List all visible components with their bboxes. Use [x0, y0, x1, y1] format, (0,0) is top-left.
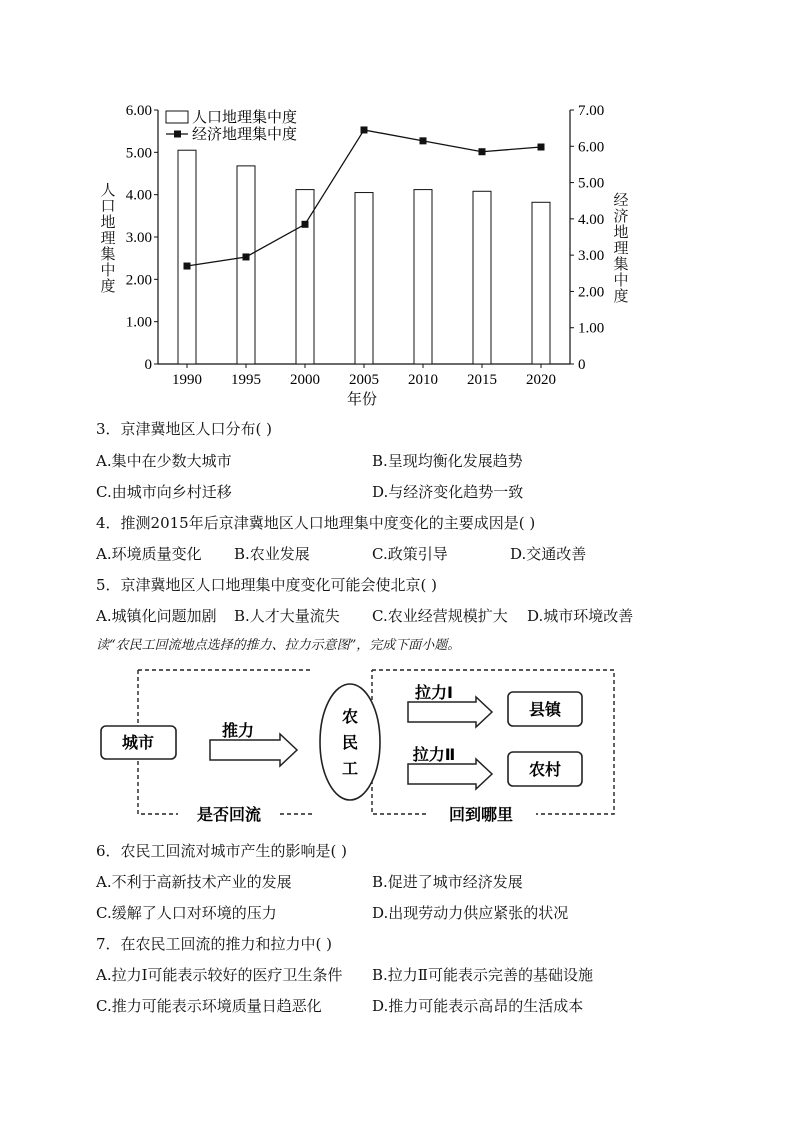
question-6-option-b[interactable]: B.促进了城市经济发展: [372, 873, 523, 891]
right-caption: 回到哪里: [448, 805, 514, 824]
question-3-option-a[interactable]: A.集中在少数大城市: [96, 452, 232, 470]
bar-2010: [414, 190, 432, 364]
legend-bar-swatch: [166, 111, 188, 123]
y-right-tick-label: 2.00: [578, 284, 605, 301]
bar-2015: [473, 191, 491, 364]
question-5-option-a[interactable]: A.城镇化问题加剧: [96, 607, 217, 625]
economic-point-2010: [420, 137, 427, 144]
economic-point-2005: [361, 126, 368, 133]
question-3-option-d[interactable]: D.与经济变化趋势一致: [372, 483, 524, 501]
bar-2005: [355, 193, 373, 364]
question-4-option-b[interactable]: B.农业发展: [234, 545, 310, 563]
bar-2020: [532, 202, 550, 364]
economic-point-2020: [538, 144, 545, 151]
x-tick-label-2020: 2020: [526, 372, 556, 388]
y-left-tick-label: 5.00: [125, 145, 152, 162]
economic-point-2000: [302, 221, 309, 228]
question-5-option-d[interactable]: D.城市环境改善: [527, 607, 634, 625]
village-label: 农村: [528, 760, 562, 779]
question-4-option-a[interactable]: A.环境质量变化: [96, 545, 202, 563]
bar-1990: [178, 150, 196, 364]
x-tick-label-2015: 2015: [467, 372, 497, 388]
y-left-tick-label: 2.00: [125, 272, 152, 289]
x-tick-label-2005: 2005: [349, 372, 379, 388]
question-5-option-b[interactable]: B.人才大量流失: [234, 607, 340, 625]
question-6-option-d[interactable]: D.出现劳动力供应紧张的状况: [372, 904, 569, 922]
question-7-option-a[interactable]: A.拉力Ⅰ可能表示较好的医疗卫生条件: [96, 966, 343, 984]
question-7-option-c[interactable]: C.推力可能表示环境质量日趋恶化: [96, 997, 322, 1015]
pull2-arrow: [408, 759, 492, 789]
y-left-tick-label: 1.00: [125, 314, 152, 331]
concentration-chart: [90, 96, 650, 410]
chart-svg: [90, 96, 650, 406]
question-3-option-b[interactable]: B.呈现均衡化发展趋势: [372, 452, 523, 470]
push-label: 推力: [221, 721, 255, 740]
question-5-stem: 5．京津冀地区人口地理集中度变化可能会使北京( ): [96, 576, 438, 594]
y-axis-left-label: 人 口 地 理 集 中 度: [100, 181, 116, 295]
y-right-tick-label: 1.00: [578, 320, 605, 337]
bar-1995: [237, 166, 255, 364]
migrant-label-3: 工: [341, 759, 359, 778]
question-4-option-d[interactable]: D.交通改善: [510, 545, 587, 563]
diagram-intro: 读“农民工回流地点选择的推力、拉力示意图”，完成下面小题。: [96, 638, 461, 653]
question-3-option-c[interactable]: C.由城市向乡村迁移: [96, 483, 232, 501]
question-6-stem: 6．农民工回流对城市产生的影响是( ): [96, 842, 348, 860]
economic-point-1995: [243, 253, 250, 260]
economic-point-2015: [479, 148, 486, 155]
y-left-tick-label: 0: [144, 357, 152, 373]
y-left-tick-label: 6.00: [125, 103, 152, 119]
y-left-tick-label: 4.00: [125, 187, 152, 204]
y-axis-right-label: 经 济 地 理 集 中 度: [613, 191, 629, 305]
legend-line-marker: [174, 131, 181, 138]
x-tick-label-2010: 2010: [408, 372, 438, 388]
push-pull-diagram: [92, 664, 632, 838]
question-6-option-a[interactable]: A.不利于高新技术产业的发展: [96, 873, 292, 891]
migrant-label-2: 民: [341, 733, 359, 752]
economic-point-1990: [184, 263, 191, 270]
x-tick-label-2000: 2000: [290, 372, 320, 388]
question-6-option-c[interactable]: C.缓解了人口对环境的压力: [96, 904, 277, 922]
bar-2000: [296, 190, 314, 364]
migrant-label-1: 农: [341, 707, 359, 726]
question-4-stem: 4．推测2015年后京津冀地区人口地理集中度变化的主要成因是( ): [96, 514, 536, 532]
x-axis-title: 年份: [346, 390, 378, 406]
y-right-tick-label: 6.00: [578, 139, 605, 156]
y-left-tick-label: 3.00: [125, 230, 152, 246]
left-caption: 是否回流: [196, 805, 262, 824]
y-right-tick-label: 4.00: [578, 211, 605, 228]
city-label: 城市: [121, 733, 155, 752]
x-tick-label-1995: 1995: [231, 372, 261, 388]
question-4-option-c[interactable]: C.政策引导: [372, 545, 448, 563]
question-7-option-d[interactable]: D.推力可能表示高昂的生活成本: [372, 997, 584, 1015]
y-right-tick-label: 7.00: [578, 103, 605, 119]
y-right-tick-label: 0: [578, 357, 586, 373]
x-tick-label-1990: 1990: [172, 372, 202, 388]
pull2-label: 拉力Ⅱ: [412, 745, 456, 764]
y-right-tick-label: 3.00: [578, 248, 605, 265]
question-7-stem: 7．在农民工回流的推力和拉力中( ): [96, 935, 333, 953]
pull1-label: 拉力Ⅰ: [415, 683, 453, 702]
legend-line-label: 经济地理集中度: [192, 125, 298, 143]
pull1-arrow: [408, 697, 492, 727]
y-right-tick-label: 5.00: [578, 175, 605, 192]
question-5-option-c[interactable]: C.农业经营规模扩大: [372, 607, 508, 625]
question-3-stem: 3．京津冀地区人口分布( ): [96, 420, 273, 438]
question-7-option-b[interactable]: B.拉力Ⅱ可能表示完善的基础设施: [372, 966, 593, 984]
town-label: 县镇: [528, 700, 562, 719]
legend-bar-label: 人口地理集中度: [192, 108, 298, 126]
